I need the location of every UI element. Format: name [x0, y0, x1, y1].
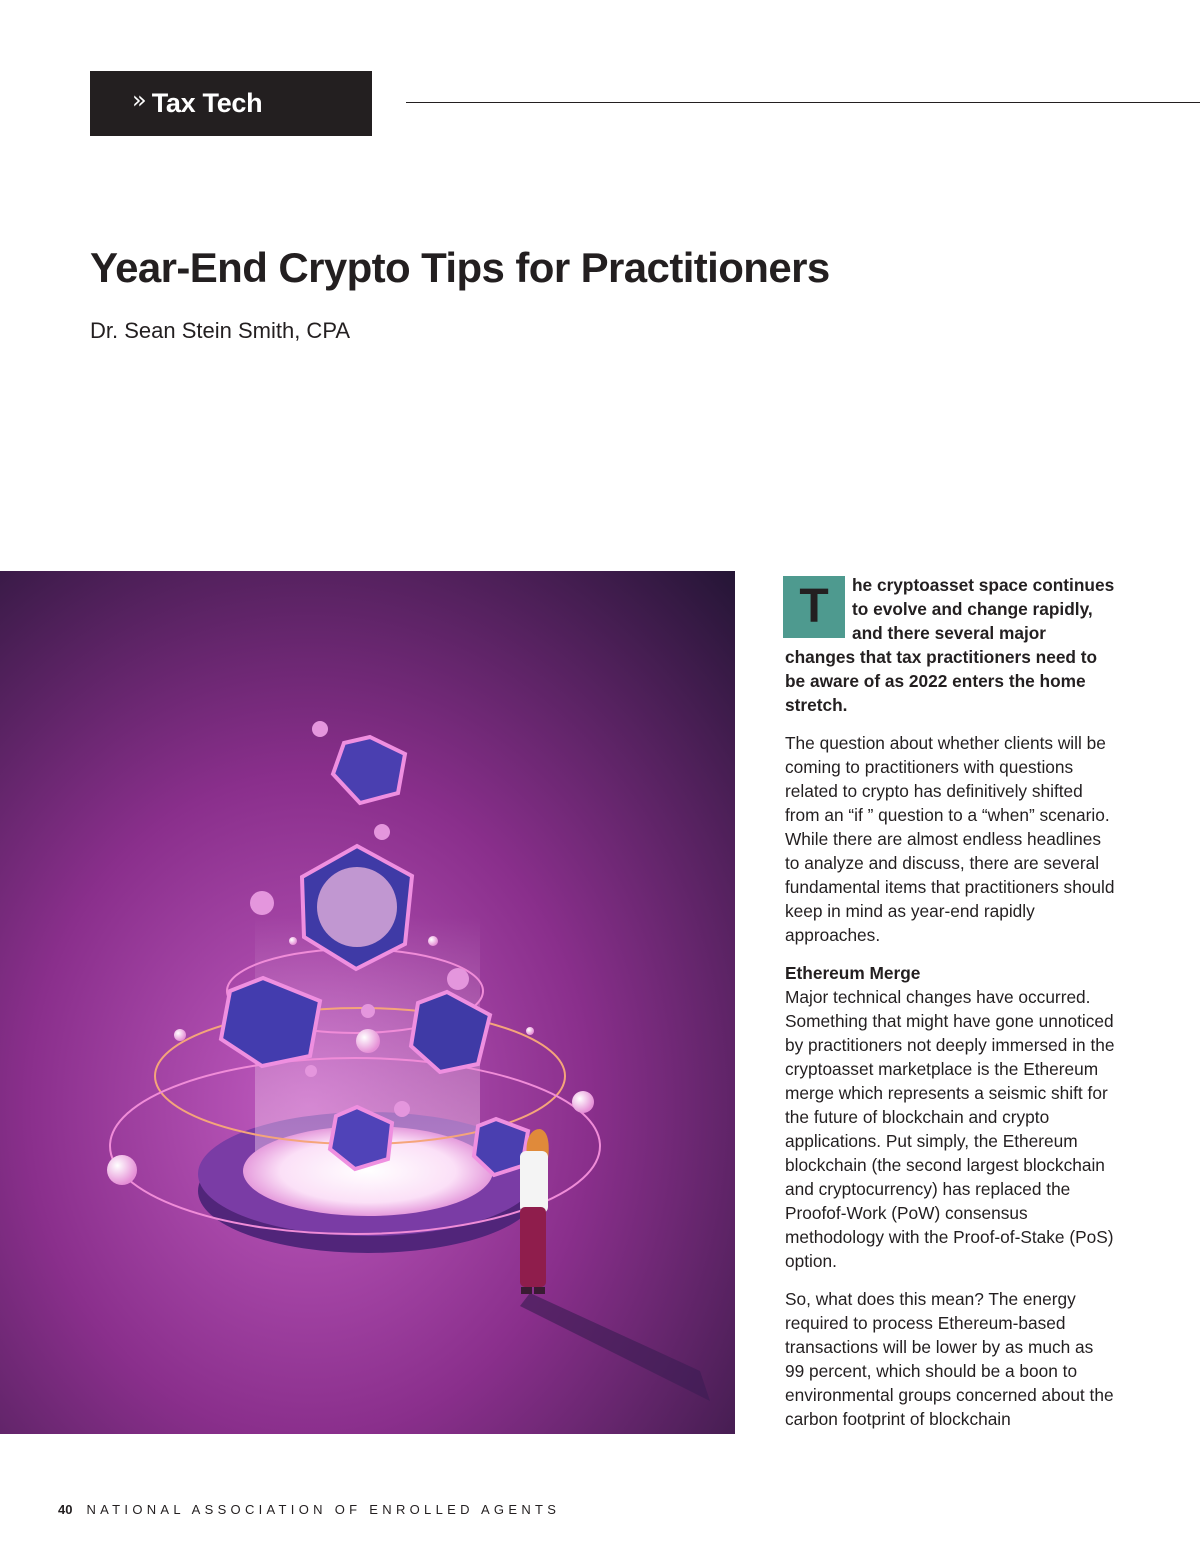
- section-label: Tax Tech: [151, 88, 263, 118]
- section-tab: [90, 71, 372, 136]
- subheading: Ethereum Merge: [785, 963, 921, 983]
- chevron-right-icon: »: [132, 85, 147, 114]
- crypto-illustration: [0, 571, 735, 1434]
- article-author: Dr. Sean Stein Smith, CPA: [90, 318, 351, 343]
- lead-paragraph: [785, 573, 1115, 717]
- page-footer: [58, 1502, 560, 1517]
- section-paragraph: [785, 961, 1115, 1273]
- drop-cap: T: [783, 576, 845, 638]
- body-text: Major technical changes have occurred. Something that might have gone unnoticed by practitioners not deeply immersed in the cryptoasset marketplace is the Ethereum merge which represents a seismic shift for the future of blockchain and crypto applications. Put simply, the Ethereum blockchain (the second largest blockchain and cryptocurrency) has replaced the Proofof-Work (PoW) consensus methodology with the Proof-of-Stake (PoS) option.: [785, 987, 1115, 1271]
- body-paragraph: The question about whether clients will be coming to practitioners with questions related to crypto has definitively shifted from an “if ” question to a “when” scenario. While there are almost endless headlines to analyze and discuss, there are several fundamental items that practitioners should keep in mind as year-end rapidly approaches.: [785, 733, 1115, 945]
- publication-name: NATIONAL ASSOCIATION OF ENROLLED AGENTS: [86, 1502, 561, 1517]
- lead-text: he cryptoasset space continues to evolve and change rapidly, and there several major changes that tax practitioners need to be aware of as 2022 enters the home stretch.: [785, 575, 1115, 715]
- page-number: 40: [58, 1502, 73, 1517]
- article-body: [785, 573, 1115, 1445]
- body-paragraph: So, what does this mean? The energy required to process Ethereum-based transactions will be lower by as much as 99 percent, which should be a boon to environmental groups concerned about the carbon footprint of blockchain: [785, 1289, 1114, 1429]
- header-rule: [406, 102, 1200, 103]
- article-title: Year-End Crypto Tips for Practitioners: [90, 244, 830, 291]
